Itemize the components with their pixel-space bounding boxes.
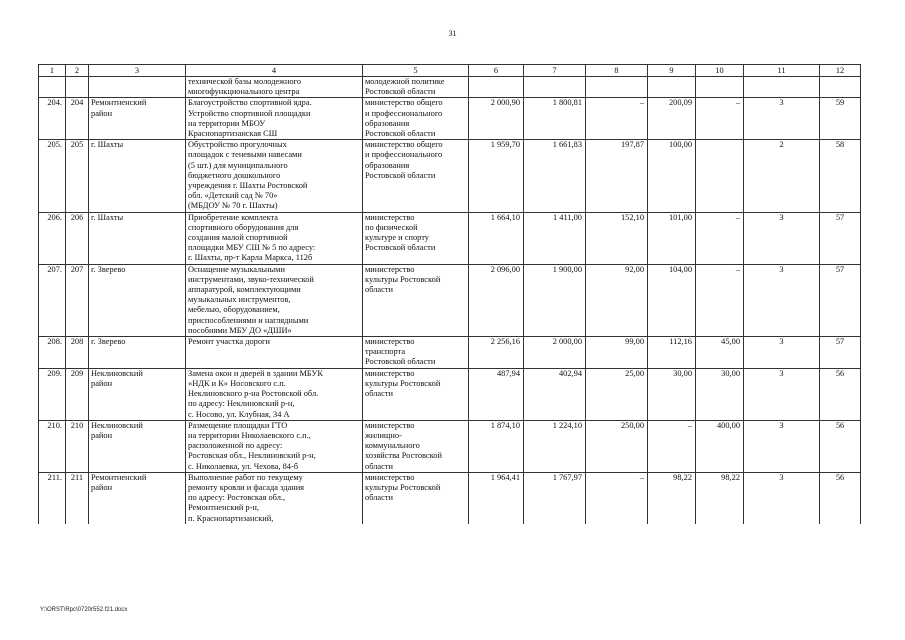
file-path-footer: Y:\ORST\Rpc\0720r552.f21.docx bbox=[40, 607, 128, 613]
cost-cell: 30,00 bbox=[648, 368, 696, 420]
cost-cell: 101,00 bbox=[648, 212, 696, 264]
cell-line: области bbox=[365, 389, 393, 399]
row-number-cell: 205. bbox=[39, 140, 66, 212]
header-row bbox=[39, 65, 861, 77]
score-cell: 3 bbox=[744, 337, 820, 369]
cell-line: Неклиновский bbox=[91, 420, 143, 430]
table-row bbox=[39, 140, 861, 212]
municipality-cell bbox=[89, 212, 186, 264]
project-cell bbox=[186, 368, 363, 420]
cell-line: площадки МБУ СШ № 5 по адресу: bbox=[188, 243, 316, 253]
table-row bbox=[39, 337, 861, 369]
total-cost-cell: 1 964,41 bbox=[469, 472, 524, 524]
table-row bbox=[39, 264, 861, 336]
header-cell: 5 bbox=[363, 65, 469, 77]
cell-line: Неклиновский bbox=[91, 368, 143, 378]
project-cell bbox=[186, 212, 363, 264]
total-cost-cell: 487,94 bbox=[469, 368, 524, 420]
ministry-cell bbox=[363, 98, 469, 140]
project-cell bbox=[186, 98, 363, 140]
row-number-cell: 208. bbox=[39, 337, 66, 369]
rank-cell: 56 bbox=[820, 368, 861, 420]
cost-cell: 104,00 bbox=[648, 264, 696, 336]
cell-line: аппаратурой, комплектующими bbox=[188, 285, 301, 295]
cell-line: (5 шт.) для муниципального bbox=[188, 160, 288, 170]
cell-line: жилищно- bbox=[365, 430, 402, 440]
cost-cell: 1 900,00 bbox=[524, 264, 586, 336]
municipality-cell bbox=[89, 98, 186, 140]
municipality-cell bbox=[89, 368, 186, 420]
header-cell: 3 bbox=[89, 65, 186, 77]
cell-line: Оснащение музыкальными bbox=[188, 264, 285, 274]
rank-cell: 56 bbox=[820, 472, 861, 524]
cell-line: области bbox=[365, 285, 393, 295]
total-cost-cell: 1 959,70 bbox=[469, 140, 524, 212]
cell-line: министерство bbox=[365, 420, 415, 430]
cell-line: и профессионального bbox=[365, 108, 443, 118]
score-cell: 3 bbox=[744, 264, 820, 336]
row-number-cell: 209. bbox=[39, 368, 66, 420]
cell-line: Ремонт участка дороги bbox=[188, 337, 270, 347]
row-number-cell: 210. bbox=[39, 420, 66, 472]
score-cell: 2 bbox=[744, 140, 820, 212]
header-cell: 4 bbox=[186, 65, 363, 77]
cell-line: ремонту кровли и фасада здания bbox=[188, 482, 305, 492]
total-cost-cell: 2 096,00 bbox=[469, 264, 524, 336]
cost-cell: 152,10 bbox=[586, 212, 648, 264]
rank-cell: 56 bbox=[820, 420, 861, 472]
ministry-cell bbox=[363, 212, 469, 264]
header-cell: 2 bbox=[66, 65, 89, 77]
cell-line: район bbox=[91, 378, 113, 388]
cost-cell: 25,00 bbox=[586, 368, 648, 420]
total-cost-cell: 2 256,16 bbox=[469, 337, 524, 369]
municipality-cell bbox=[89, 337, 186, 369]
cell-line: министерство общего bbox=[365, 98, 443, 108]
header-cell: 6 bbox=[469, 65, 524, 77]
cell-line: на территории Николаевского с.п., bbox=[188, 430, 311, 440]
cost-cell: – bbox=[648, 420, 696, 472]
project-cell bbox=[186, 264, 363, 336]
row-number-cell: 211. bbox=[39, 472, 66, 524]
cost-cell: 112,16 bbox=[648, 337, 696, 369]
cost-cell: 250,00 bbox=[586, 420, 648, 472]
cost-cell: 1 800,81 bbox=[524, 98, 586, 140]
cell-line: п. Краснопартизанский, bbox=[188, 513, 274, 523]
item-number-cell: 206 bbox=[66, 212, 89, 264]
cost-cell: 1 224,10 bbox=[524, 420, 586, 472]
cell-line: транспорта bbox=[365, 347, 406, 357]
ministry-cell bbox=[363, 140, 469, 212]
projects-table bbox=[38, 64, 861, 524]
cell-line: бюджетного дошкольного bbox=[188, 170, 281, 180]
municipality-cell bbox=[89, 420, 186, 472]
cell-line: Ростовской области bbox=[365, 170, 436, 180]
cell-line: и профессионального bbox=[365, 150, 443, 160]
cell-line: г. Зверево bbox=[91, 264, 126, 274]
municipality-cell bbox=[89, 472, 186, 524]
cell-line: Ростовской области bbox=[365, 87, 436, 97]
cell-line: министерство bbox=[365, 472, 415, 482]
cell-line: Размещение площадки ГТО bbox=[188, 420, 288, 430]
cell-line: молодежной политике bbox=[365, 77, 445, 86]
score-cell: 3 bbox=[744, 472, 820, 524]
cell-line: г. Шахты bbox=[91, 212, 124, 222]
rank-cell: 57 bbox=[820, 212, 861, 264]
cell-line: многофункционального центра bbox=[188, 87, 300, 97]
cost-cell: 2 000,00 bbox=[524, 337, 586, 369]
cell-line: области bbox=[365, 461, 393, 471]
cell-line: Устройство спортивной площадки bbox=[188, 108, 311, 118]
cell-line: с. Николаевка, ул. Чехова, 84-б bbox=[188, 461, 299, 471]
header-cell: 12 bbox=[820, 65, 861, 77]
page-number: 31 bbox=[448, 29, 457, 38]
cell-line: площадок с теневыми навесами bbox=[188, 150, 302, 160]
row-number-cell: 206. bbox=[39, 212, 66, 264]
cell-line: Ремонтненский р-н, bbox=[188, 503, 259, 513]
header-cell: 7 bbox=[524, 65, 586, 77]
cell-line: министерство bbox=[365, 212, 415, 222]
table-row bbox=[39, 98, 861, 140]
cell-line: Ростовской области bbox=[365, 357, 436, 367]
rank-cell: 57 bbox=[820, 337, 861, 369]
cost-cell: 200,09 bbox=[648, 98, 696, 140]
score-cell: 3 bbox=[744, 420, 820, 472]
header-cell: 11 bbox=[744, 65, 820, 77]
item-number-cell: 208 bbox=[66, 337, 89, 369]
cell-line: район bbox=[91, 108, 113, 118]
rank-cell: 59 bbox=[820, 98, 861, 140]
cell-line: хозяйства Ростовской bbox=[365, 451, 442, 461]
cell-line: г. Шахты bbox=[91, 140, 124, 150]
table-row bbox=[39, 212, 861, 264]
cell-line: с. Носово, ул. Клубная, 34 А bbox=[188, 409, 290, 419]
cost-cell: 1 661,83 bbox=[524, 140, 586, 212]
header-cell: 8 bbox=[586, 65, 648, 77]
cell-line: министерство bbox=[365, 337, 415, 347]
cell-line: культуры Ростовской bbox=[365, 274, 441, 284]
cell-line: области bbox=[365, 493, 393, 503]
cell-line: Благоустройство спортивной ядра. bbox=[188, 98, 312, 108]
cost-cell: – bbox=[586, 472, 648, 524]
item-number-cell: 211 bbox=[66, 472, 89, 524]
total-cost-cell: 1 874,10 bbox=[469, 420, 524, 472]
project-cell bbox=[186, 337, 363, 369]
cell-line: технической базы молодежного bbox=[188, 77, 302, 86]
cell-line: создания малой спортивной bbox=[188, 233, 288, 243]
continuation-ministry-cell bbox=[363, 77, 469, 98]
project-cell bbox=[186, 140, 363, 212]
cell-line: Ремонтненский bbox=[91, 98, 147, 108]
cost-cell: – bbox=[696, 212, 744, 264]
cost-cell: 92,00 bbox=[586, 264, 648, 336]
row-number-cell: 204. bbox=[39, 98, 66, 140]
ministry-cell bbox=[363, 420, 469, 472]
cost-cell: 98,22 bbox=[648, 472, 696, 524]
cost-cell: 99,00 bbox=[586, 337, 648, 369]
cell-line: культуре и спорту bbox=[365, 233, 429, 243]
cell-line: инструментами, звуко-технической bbox=[188, 274, 314, 284]
cell-line: спортивного оборудования для bbox=[188, 222, 299, 232]
cell-line: музыкальных инструментов, bbox=[188, 295, 291, 305]
table-row bbox=[39, 420, 861, 472]
item-number-cell: 204 bbox=[66, 98, 89, 140]
item-number-cell: 205 bbox=[66, 140, 89, 212]
cell-line: министерство bbox=[365, 264, 415, 274]
cell-line: Ремонтненский bbox=[91, 472, 147, 482]
cell-line: район bbox=[91, 482, 113, 492]
cell-line: г. Шахты, пр-т Карла Маркса, 112б bbox=[188, 253, 313, 263]
cost-cell: – bbox=[586, 98, 648, 140]
cost-cell: 98,22 bbox=[696, 472, 744, 524]
header-cell: 1 bbox=[39, 65, 66, 77]
total-cost-cell: 2 000,90 bbox=[469, 98, 524, 140]
cell-line: г. Зверево bbox=[91, 337, 126, 347]
ministry-cell bbox=[363, 472, 469, 524]
cost-cell: – bbox=[696, 264, 744, 336]
cell-line: культуры Ростовской bbox=[365, 482, 441, 492]
cost-cell: 1 411,00 bbox=[524, 212, 586, 264]
ministry-cell bbox=[363, 337, 469, 369]
cell-line: Ростовской области bbox=[365, 243, 436, 253]
cell-line: приспособлениями и наглядными bbox=[188, 315, 309, 325]
cell-line: «НДК и К» Носовского с.п. bbox=[188, 378, 286, 388]
continuation-project-cell bbox=[186, 77, 363, 98]
cell-line: культуры Ростовской bbox=[365, 378, 441, 388]
item-number-cell: 210 bbox=[66, 420, 89, 472]
cell-line: Ростовская обл., Неклиновский р-н, bbox=[188, 451, 316, 461]
cell-line: министерство общего bbox=[365, 140, 443, 150]
municipality-cell bbox=[89, 264, 186, 336]
cell-line: по адресу: Ростовская обл., bbox=[188, 493, 286, 503]
cell-line: район bbox=[91, 430, 113, 440]
score-cell: 3 bbox=[744, 98, 820, 140]
rank-cell: 57 bbox=[820, 264, 861, 336]
cell-line: Ростовской области bbox=[365, 129, 436, 139]
item-number-cell: 209 bbox=[66, 368, 89, 420]
rank-cell: 58 bbox=[820, 140, 861, 212]
score-cell: 3 bbox=[744, 212, 820, 264]
cell-line: коммунального bbox=[365, 441, 420, 451]
cell-line: учреждения г. Шахты Ростовской bbox=[188, 181, 308, 191]
item-number-cell: 207 bbox=[66, 264, 89, 336]
cell-line: расположенной по адресу: bbox=[188, 441, 283, 451]
cell-line: на территории МБОУ bbox=[188, 118, 266, 128]
cost-cell: – bbox=[696, 98, 744, 140]
cost-cell: 197,87 bbox=[586, 140, 648, 212]
project-cell bbox=[186, 420, 363, 472]
score-cell: 3 bbox=[744, 368, 820, 420]
total-cost-cell: 1 664,10 bbox=[469, 212, 524, 264]
cell-line: обл. «Детский сад № 70» bbox=[188, 191, 278, 201]
table-row bbox=[39, 368, 861, 420]
cell-line: образования bbox=[365, 118, 410, 128]
cell-line: Неклиновского р-на Ростовской обл. bbox=[188, 389, 319, 399]
cell-line: образования bbox=[365, 160, 410, 170]
cell-line: Замена окон и дверей в здании МБУК bbox=[188, 368, 323, 378]
cell-line: (МБДОУ № 70 г. Шахты) bbox=[188, 201, 278, 211]
cell-line: министерство bbox=[365, 368, 415, 378]
cell-line: Обустройство прогулочных bbox=[188, 140, 287, 150]
municipality-cell bbox=[89, 140, 186, 212]
cell-line: Краснопартизанская СШ bbox=[188, 129, 278, 139]
ministry-cell bbox=[363, 264, 469, 336]
ministry-cell bbox=[363, 368, 469, 420]
cell-line: пособиями МБУ ДО «ДШИ» bbox=[188, 325, 292, 335]
header-cell: 9 bbox=[648, 65, 696, 77]
cost-cell: 45,00 bbox=[696, 337, 744, 369]
cost-cell bbox=[696, 140, 744, 212]
cost-cell: 400,00 bbox=[696, 420, 744, 472]
cell-line: Приобретение комплекта bbox=[188, 212, 279, 222]
cell-line: Выполнение работ по текущему bbox=[188, 472, 303, 482]
cost-cell: 402,94 bbox=[524, 368, 586, 420]
cell-line: мебелью, оборудованием, bbox=[188, 305, 280, 315]
cost-cell: 30,00 bbox=[696, 368, 744, 420]
header-cell: 10 bbox=[696, 65, 744, 77]
continuation-row bbox=[39, 77, 861, 98]
table-row bbox=[39, 472, 861, 524]
project-cell bbox=[186, 472, 363, 524]
row-number-cell: 207. bbox=[39, 264, 66, 336]
cost-cell: 1 767,97 bbox=[524, 472, 586, 524]
cost-cell: 100,00 bbox=[648, 140, 696, 212]
cell-line: по физической bbox=[365, 222, 418, 232]
cell-line: по адресу: Неклиновский р-н, bbox=[188, 399, 295, 409]
